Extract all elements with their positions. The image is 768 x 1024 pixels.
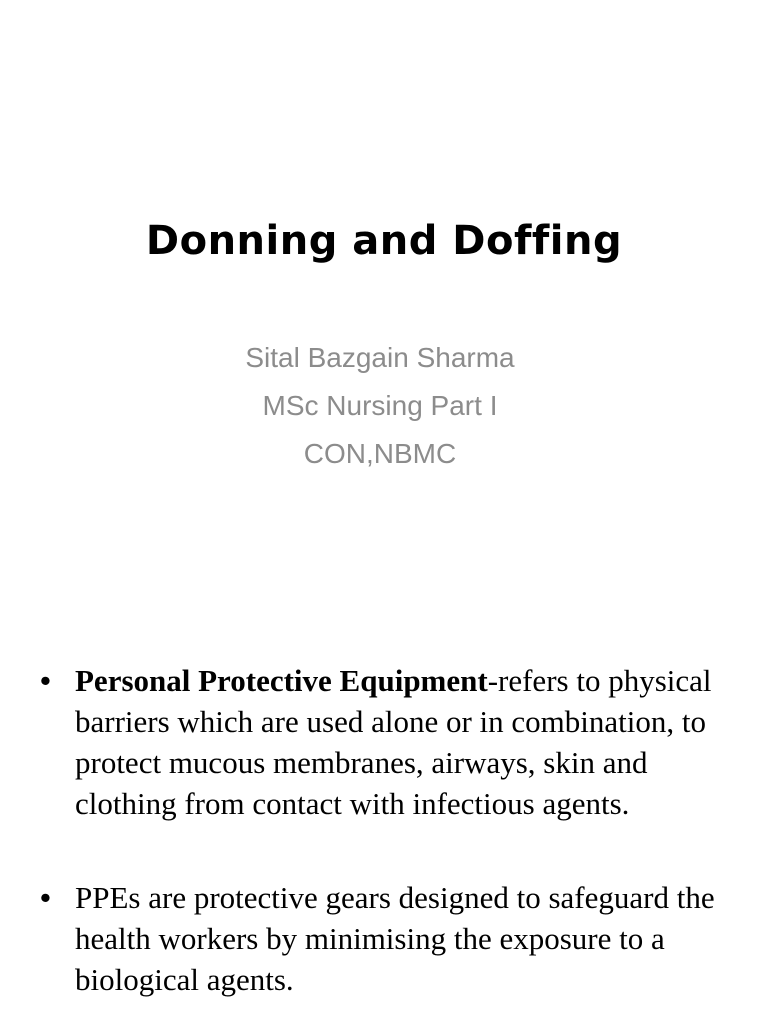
subtitle-block — [0, 334, 760, 478]
author-institution: CON,NBMC — [303, 438, 457, 469]
bullet-item — [40, 877, 730, 1000]
bullet-list — [40, 660, 730, 1024]
bullet-icon: • — [40, 663, 51, 698]
author-name: Sital Bazgain Sharma — [245, 342, 515, 373]
bullet-text: PPEs are protective gears designed to safeguard the health workers by minimising the exposure to a biological agents. — [75, 880, 715, 997]
bullet-item — [40, 660, 730, 824]
bullet-term: Personal Protective Equipment — [75, 663, 488, 698]
author-program: MSc Nursing Part I — [262, 390, 498, 421]
slide-title: Donning and Doffing — [145, 218, 623, 264]
bullet-icon: • — [40, 880, 51, 915]
bullet-text: -refers to physical barriers which are used alone or in combination, to protect mucous membranes, airways, skin and clothing from contact with infectious agents. — [75, 663, 712, 821]
